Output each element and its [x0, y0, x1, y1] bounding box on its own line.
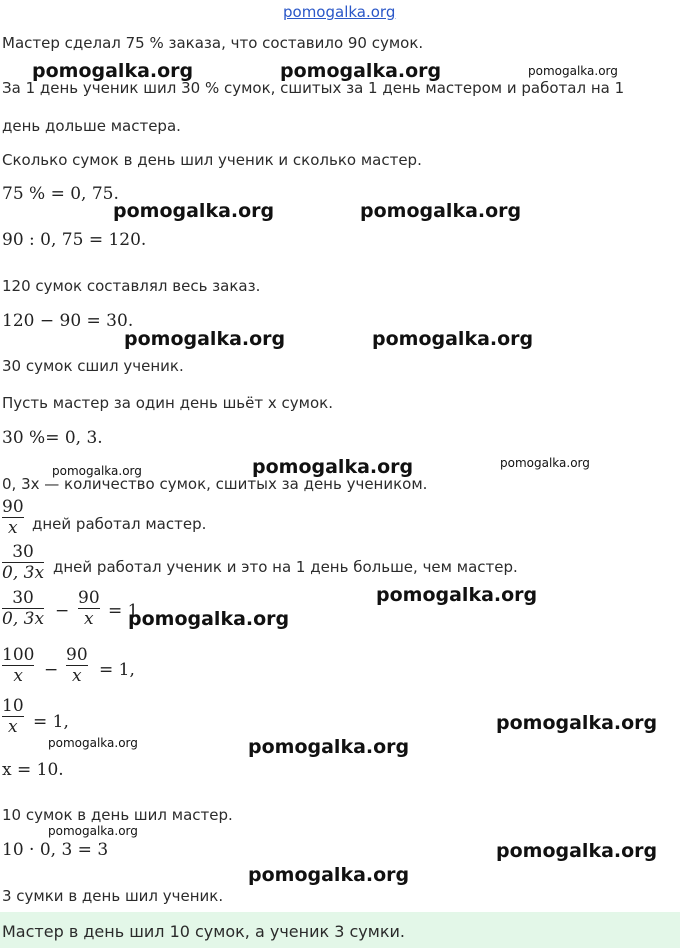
- watermark: pomogalka.org: [360, 200, 522, 222]
- fraction-10-over-x: [2, 696, 24, 737]
- equation-line-8: 120 − 90 = 30.: [2, 311, 134, 331]
- fraction-denominator: 0, 3x: [2, 609, 45, 629]
- fraction-numerator: 10: [2, 696, 24, 716]
- watermark: pomogalka.org: [252, 456, 414, 478]
- text-line-16: 10 сумок в день шил мастер.: [2, 806, 233, 824]
- fraction-30-over-03x: [2, 542, 44, 583]
- watermark: pomogalka.org: [528, 64, 618, 78]
- fraction-numerator: 100: [2, 645, 35, 665]
- equation-line-17: 10 · 0, 3 = 3: [2, 840, 109, 860]
- watermark: pomogalka.org: [48, 824, 138, 838]
- fraction-denominator: x: [72, 666, 82, 686]
- text-line-3: день дольше мастера.: [2, 117, 181, 135]
- equation-line-6: 90 : 0, 75 = 120.: [2, 230, 147, 250]
- watermark: pomogalka.org: [496, 712, 658, 734]
- text-line-18: 3 сумки в день шил ученик.: [2, 887, 224, 905]
- fraction-numerator: 90: [78, 588, 100, 608]
- fraction-numerator: 30: [12, 542, 34, 562]
- watermark: pomogalka.org: [48, 736, 138, 750]
- watermark: pomogalka.org: [500, 456, 590, 470]
- answer-text: Мастер в день шил 10 сумок, а ученик 3 сумки.: [2, 922, 405, 941]
- fraction-denominator: x: [8, 518, 18, 538]
- fraction-denominator: x: [84, 609, 94, 629]
- fraction-numerator: 90: [66, 645, 88, 665]
- equation-line-11: 30 %= 0, 3.: [2, 428, 103, 448]
- watermark: pomogalka.org: [248, 736, 410, 758]
- text-line-13: дней работал мастер.: [32, 515, 207, 533]
- fraction-denominator: x: [13, 666, 24, 686]
- text-line-4: Сколько сумок в день шил ученик и сколько мастер.: [2, 151, 422, 169]
- equation-line-5: 75 % = 0, 75.: [2, 184, 119, 204]
- text-line-2: За 1 день ученик шил 30 % сумок, сшитых за 1 день мастером и работал на 1: [2, 79, 625, 97]
- watermark: pomogalka.org: [280, 60, 442, 82]
- equation-rest-1: = 1: [108, 601, 139, 621]
- watermark: pomogalka.org: [128, 608, 290, 630]
- fraction-90-over-x: [78, 588, 100, 629]
- site-link[interactable]: pomogalka.org: [283, 3, 396, 21]
- equation-rest-3: = 1,: [33, 712, 69, 732]
- fraction-30-over-03x: [2, 588, 44, 629]
- watermark: pomogalka.org: [248, 864, 410, 886]
- fraction-denominator: x: [8, 717, 18, 737]
- text-line-14: дней работал ученик и это на 1 день больше, чем мастер.: [53, 558, 518, 576]
- watermark: pomogalka.org: [113, 200, 275, 222]
- minus-sign: −: [44, 660, 59, 680]
- watermark: pomogalka.org: [496, 840, 658, 862]
- text-line-10: Пусть мастер за один день шьёт x сумок.: [2, 394, 333, 412]
- text-line-1: Мастер сделал 75 % заказа, что составило 90 сумок.: [2, 34, 424, 52]
- text-line-12: 0, 3x — количество сумок, сшитых за день учеником.: [2, 475, 428, 493]
- equation-line-15: x = 10.: [2, 760, 64, 780]
- fraction-100-over-x: [2, 645, 34, 686]
- text-line-7: 120 сумок составлял весь заказ.: [2, 277, 261, 295]
- fraction-90-over-x: [66, 645, 88, 686]
- watermark: pomogalka.org: [372, 328, 534, 350]
- watermark: pomogalka.org: [32, 60, 194, 82]
- fraction-denominator: 0, 3x: [2, 563, 45, 583]
- text-line-9: 30 сумок сшил ученик.: [2, 357, 184, 375]
- watermark: pomogalka.org: [124, 328, 286, 350]
- watermark: pomogalka.org: [52, 464, 142, 478]
- minus-sign: −: [55, 601, 70, 621]
- watermark: pomogalka.org: [376, 584, 538, 606]
- equation-rest-2: = 1,: [99, 660, 135, 680]
- fraction-numerator: 30: [12, 588, 34, 608]
- fraction-numerator: 90: [2, 497, 24, 517]
- fraction-90-over-x: [2, 497, 24, 538]
